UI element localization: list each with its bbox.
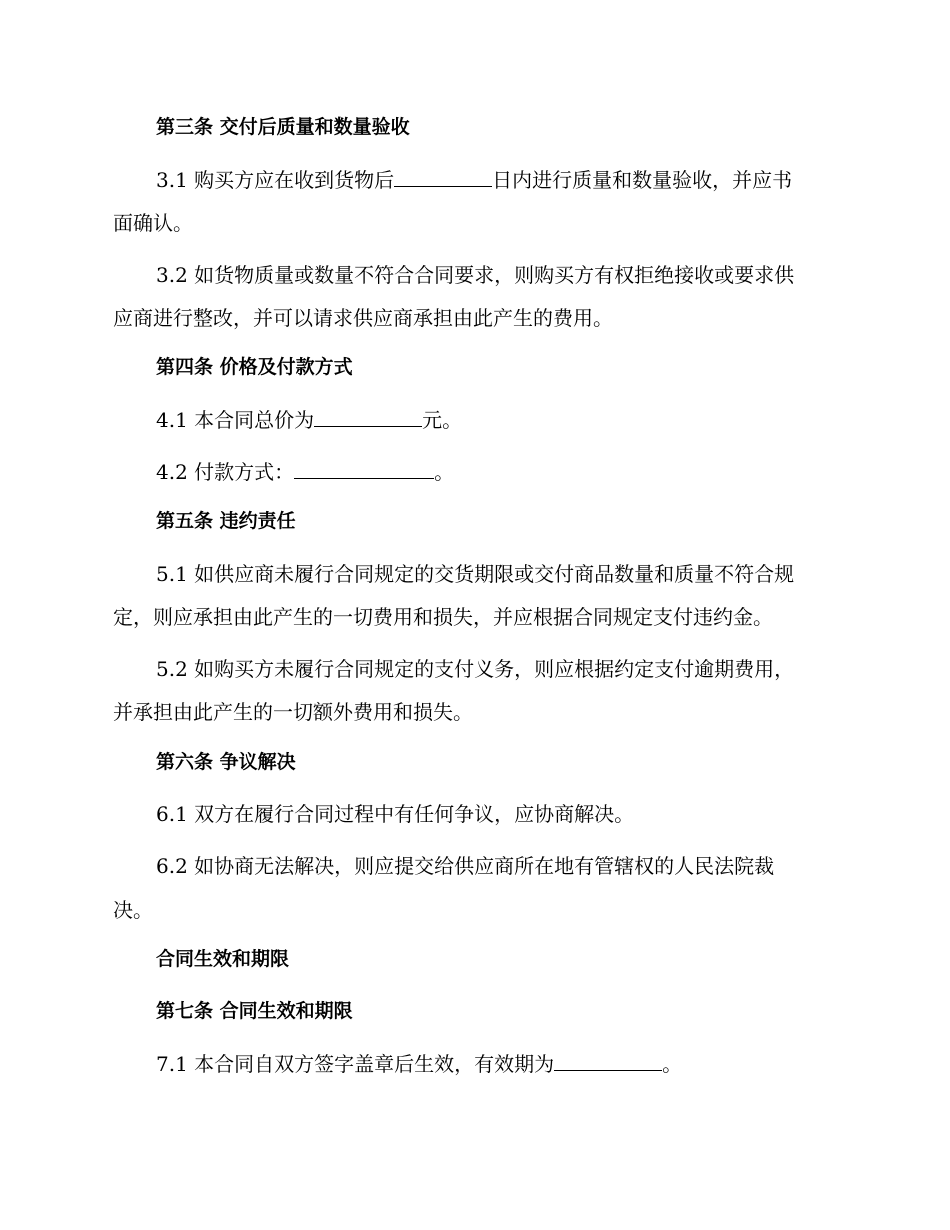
clause-4-2-text-b: 。 xyxy=(434,460,455,484)
clause-6-2-line-1: 6.2 如协商无法解决，则应提交给供应商所在地有管辖权的人民法院裁 xyxy=(156,854,775,878)
clause-4-1-line xyxy=(156,406,462,433)
article-3-heading: 第三条 交付后质量和数量验收 xyxy=(156,116,410,138)
clause-3-1-line-2: 面确认。 xyxy=(113,211,193,235)
clause-7-1-line xyxy=(156,1050,682,1077)
clause-4-1-text-a: 4.1 本合同总价为 xyxy=(156,408,315,432)
clause-7-1-text-a: 7.1 本合同自双方签字盖章后生效，有效期为 xyxy=(156,1052,555,1076)
clause-6-1-line: 6.1 双方在履行合同过程中有任何争议，应协商解决。 xyxy=(156,802,635,826)
clause-3-1-text-b: 日内进行质量和数量验收，并应书 xyxy=(492,168,793,192)
clause-5-2-line-2: 并承担由此产生的一切额外费用和损失。 xyxy=(113,700,473,724)
clause-5-1-line-2: 定，则应承担由此产生的一切费用和损失，并应根据合同规定支付违约金。 xyxy=(113,605,773,629)
clause-5-2-line-1: 5.2 如购买方未履行合同规定的支付义务，则应根据约定支付逾期费用， xyxy=(156,657,795,681)
clause-3-1-line-1 xyxy=(156,166,792,193)
article-4-heading: 第四条 价格及付款方式 xyxy=(156,356,353,378)
blank-days-field xyxy=(394,166,492,187)
clause-4-2-text-a: 4.2 付款方式： xyxy=(156,460,295,484)
blank-payment-method-field xyxy=(294,458,434,479)
article-6-heading: 第六条 争议解决 xyxy=(156,751,296,773)
article-7-heading: 第七条 合同生效和期限 xyxy=(156,1000,353,1022)
clause-4-2-line xyxy=(156,458,454,485)
blank-validity-period-field xyxy=(554,1050,662,1071)
blank-total-price-field xyxy=(314,406,422,427)
clause-3-1-text-a: 3.1 购买方应在收到货物后 xyxy=(156,168,395,192)
article-5-heading: 第五条 违约责任 xyxy=(156,510,296,532)
clause-4-1-text-b: 元。 xyxy=(422,408,463,432)
clause-3-2-line-1: 3.2 如货物质量或数量不符合合同要求，则购买方有权拒绝接收或要求供 xyxy=(156,263,795,287)
clause-3-2-line-2: 应商进行整改，并可以请求供应商承担由此产生的费用。 xyxy=(113,306,613,330)
clause-7-1-text-b: 。 xyxy=(662,1052,683,1076)
clause-6-2-line-2: 决。 xyxy=(113,898,153,922)
clause-5-1-line-1: 5.1 如供应商未履行合同规定的交货期限或交付商品数量和质量不符合规 xyxy=(156,562,795,586)
section-heading: 合同生效和期限 xyxy=(156,948,290,970)
